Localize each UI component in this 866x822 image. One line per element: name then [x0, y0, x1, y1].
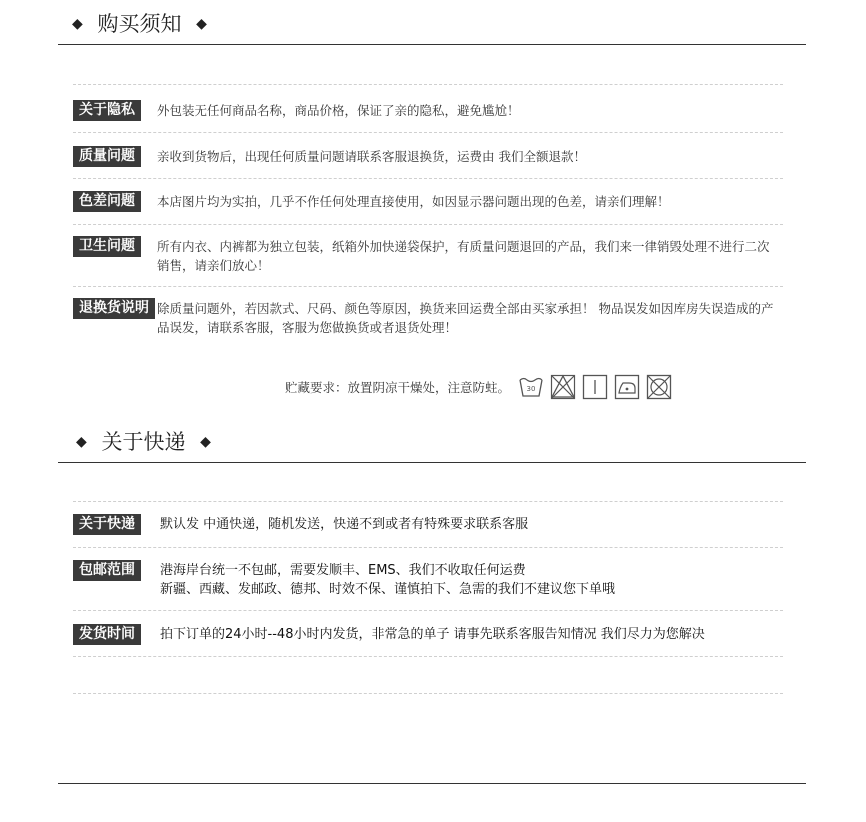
notice-text: 除质量问题外，若因款式、尺码、颜色等原因，换货来回运费全部由买家承担！ 物品误发如因库房失误造成的产品误发，请联系客服，客服为您做换货或者退货处理！	[157, 301, 774, 335]
line-dry-icon	[582, 374, 608, 400]
divider	[73, 501, 783, 502]
notice-tag: 关于隐私	[73, 100, 141, 121]
shipping-tag: 发货时间	[73, 624, 141, 645]
divider	[73, 286, 783, 287]
svg-text:30: 30	[526, 385, 536, 393]
storage-requirements	[285, 371, 672, 403]
notice-text: 本店图片均为实拍，几乎不作任何处理直接使用，如因显示器问题出现的色差，请亲们理解！	[157, 194, 670, 209]
no-bleach-icon	[550, 374, 576, 400]
diamond-icon: ◆	[76, 434, 87, 450]
section-title: 购买须知	[97, 12, 182, 36]
shipping-tag: 包邮范围	[73, 560, 141, 581]
shipping-text: 拍下订单的24小时--48小时内发货，非常急的单子 请事先联系客服告知情况 我们尽力为您解决	[160, 627, 705, 642]
no-tumble-dry-icon	[646, 374, 672, 400]
diamond-icon: ◆	[200, 434, 211, 450]
storage-label: 贮藏要求：放置阴凉干燥处，注意防蛀。	[285, 380, 511, 395]
divider	[73, 547, 783, 548]
shipping-text-line: 新疆、西藏、发邮政、德邦、时效不保、谨慎拍下、急需的我们不建议您下单哦	[160, 582, 616, 597]
divider	[73, 178, 783, 179]
divider	[73, 84, 783, 85]
purchase-notice-header	[58, 4, 806, 45]
shipping-tag: 关于快递	[73, 514, 141, 535]
notice-tag: 退换货说明	[73, 298, 155, 319]
notice-text: 所有内衣、内裤都为独立包装，纸箱外加快递袋保护，有质量问题退回的产品，我们来一律销毁处理不进行二次销售，请亲们放心！	[157, 239, 770, 273]
divider	[73, 610, 783, 611]
divider	[73, 132, 783, 133]
divider	[73, 224, 783, 225]
notice-text: 亲收到货物后，出现任何质量问题请联系客服退换货，运费由 我们全额退款！	[157, 149, 586, 164]
shipping-text-line: 港海岸台统一不包邮，需要发顺丰、EMS、我们不收取任何运费	[160, 563, 526, 578]
notice-tag: 色差问题	[73, 191, 141, 212]
section-title: 关于快递	[101, 430, 186, 454]
shipping-text: 默认发 中通快递，随机发送，快递不到或者有特殊要求联系客服	[160, 517, 529, 532]
shipping-text	[160, 561, 780, 599]
iron-low-icon	[614, 374, 640, 400]
diamond-icon: ◆	[196, 16, 207, 32]
diamond-icon: ◆	[72, 16, 83, 32]
wash-30-icon	[518, 374, 544, 400]
divider	[73, 656, 783, 657]
notice-tag: 质量问题	[73, 146, 141, 167]
bottom-rule	[58, 783, 806, 784]
shipping-header	[58, 422, 806, 463]
notice-tag: 卫生问题	[73, 236, 141, 257]
notice-text: 外包装无任何商品名称，商品价格，保证了亲的隐私，避免尴尬！	[157, 103, 520, 118]
divider	[73, 693, 783, 694]
